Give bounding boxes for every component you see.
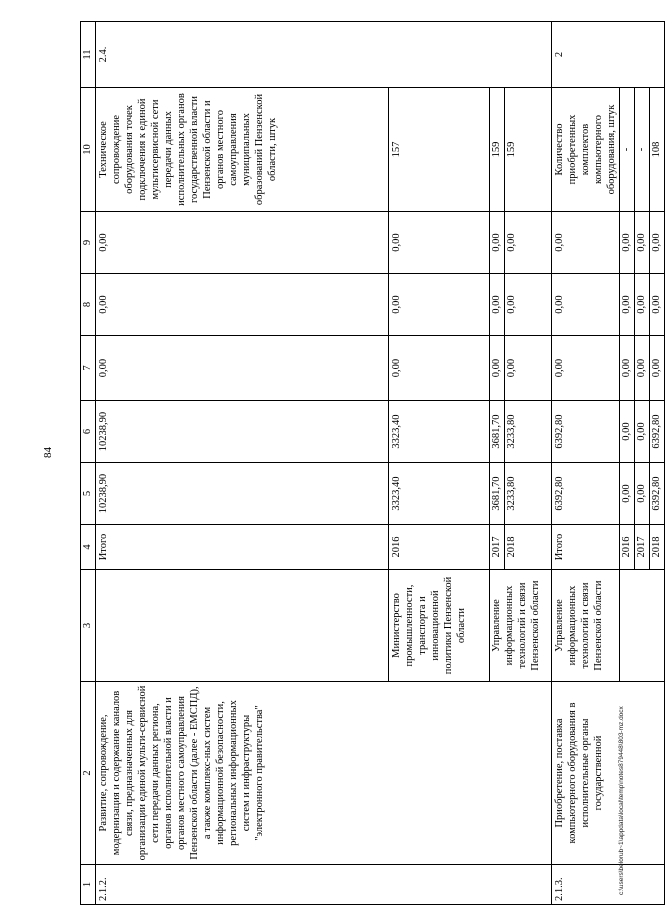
col-num-10: 10 — [81, 88, 96, 212]
other-sources: 0,00 — [490, 212, 505, 274]
year: 2017 — [635, 525, 650, 570]
col-num-4: 4 — [81, 525, 96, 570]
row-code: 2.1.2. — [96, 865, 552, 905]
federal-budget: 0,00 — [505, 336, 552, 401]
other-sources: 0,00 — [96, 212, 389, 274]
federal-budget: 0,00 — [490, 336, 505, 401]
column-number-row — [81, 22, 96, 905]
col-num-7: 7 — [81, 336, 96, 401]
other-sources: 0,00 — [505, 212, 552, 274]
federal-budget: 0,00 — [96, 336, 389, 401]
col-num-11: 11 — [81, 22, 96, 88]
total-amount: 0,00 — [635, 463, 650, 525]
year: 2017 — [490, 525, 505, 570]
row-code: 2.1.3. — [552, 865, 665, 905]
other-sources: 0,00 — [650, 212, 665, 274]
indicator-value: 159 — [505, 88, 552, 212]
indicator-name: Количество приобретенных комплектов компьютерного оборудования, штук — [552, 88, 620, 212]
period-label: Итого — [552, 525, 620, 570]
col-num-5: 5 — [81, 463, 96, 525]
col-num-3: 3 — [81, 570, 96, 682]
total-amount: 3681,70 — [490, 463, 505, 525]
local-budget: 0,00 — [505, 274, 552, 336]
activity-name: Развитие, сопровождение, модернизация и содержание каналов связи, предназначенных для организации единой мульти-сервисной сети передачи данных региона, органов исполнительной власти и органов местного самоуправления Пензенской области (далее - ЕМСПД), а также комплекс-ных систем информационной безопасности, региональных информационных систем и инфраструктуры "электронного правительства" — [96, 682, 552, 865]
indicator-value: - — [635, 88, 650, 212]
year: 2018 — [650, 525, 665, 570]
indicator-value: 108 — [650, 88, 665, 212]
col-num-8: 8 — [81, 274, 96, 336]
regional-budget: 10238,90 — [96, 401, 389, 463]
total-amount: 6392,80 — [650, 463, 665, 525]
col-num-1: 1 — [81, 865, 96, 905]
total-amount: 0,00 — [620, 463, 635, 525]
regional-budget: 3233,80 — [505, 401, 552, 463]
local-budget: 0,00 — [650, 274, 665, 336]
year: 2016 — [620, 525, 635, 570]
local-budget: 0,00 — [620, 274, 635, 336]
year: 2018 — [505, 525, 552, 570]
col-num-6: 6 — [81, 401, 96, 463]
federal-budget: 0,00 — [650, 336, 665, 401]
regional-budget: 6392,80 — [650, 401, 665, 463]
indicator-ref: 2 — [552, 22, 665, 88]
regional-budget: 0,00 — [635, 401, 650, 463]
total-amount: 6392,80 — [552, 463, 620, 525]
table-row — [96, 22, 389, 905]
local-budget: 0,00 — [552, 274, 620, 336]
indicator-value: - — [620, 88, 635, 212]
col-num-2: 2 — [81, 682, 96, 865]
total-amount: 3233,80 — [505, 463, 552, 525]
federal-budget: 0,00 — [620, 336, 635, 401]
federal-budget: 0,00 — [635, 336, 650, 401]
indicator-ref: 2.4. — [96, 22, 552, 88]
col-num-9: 9 — [81, 212, 96, 274]
other-sources: 0,00 — [389, 212, 490, 274]
executor-cell-empty — [620, 570, 665, 682]
year: 2016 — [389, 525, 490, 570]
file-path-footer: c:\users\belorub~1\appdata\local\temp\notes879448\803-mz.docx — [618, 706, 625, 895]
indicator-name: Техническое сопровождение оборудования точек подключения к единой мультисервисной сети передачи данных исполнительных органов государственной власти Пензенской области и органов местного самоуправления муниципальных образований Пензенской области, штук — [96, 88, 389, 212]
federal-budget: 0,00 — [389, 336, 490, 401]
total-amount: 3323,40 — [389, 463, 490, 525]
other-sources: 0,00 — [620, 212, 635, 274]
total-amount: 10238,90 — [96, 463, 389, 525]
executor-org: Управление информационных технологий и связи Пензенской области — [490, 570, 552, 682]
other-sources: 0,00 — [552, 212, 620, 274]
other-sources: 0,00 — [635, 212, 650, 274]
local-budget: 0,00 — [389, 274, 490, 336]
executor-cell-empty — [96, 570, 389, 682]
federal-budget: 0,00 — [552, 336, 620, 401]
executor-org: Управление информационных технологий и связи Пензенской области — [552, 570, 620, 682]
local-budget: 0,00 — [635, 274, 650, 336]
indicator-value: 159 — [490, 88, 505, 212]
local-budget: 0,00 — [490, 274, 505, 336]
local-budget: 0,00 — [96, 274, 389, 336]
indicator-value: 157 — [389, 88, 490, 212]
regional-budget: 3681,70 — [490, 401, 505, 463]
regional-budget: 3323,40 — [389, 401, 490, 463]
period-label: Итого — [96, 525, 389, 570]
table-row — [552, 22, 620, 905]
regional-budget: 0,00 — [620, 401, 635, 463]
program-table — [80, 21, 665, 905]
regional-budget: 6392,80 — [552, 401, 620, 463]
executor-org: Министерство промышленности, транспорта и инновационной политики Пензенской области — [389, 570, 490, 682]
activity-name: Приобретение, поставка компьютерного оборудования в исполнительные органы государственной — [552, 682, 665, 865]
page-number: 84 — [42, 447, 54, 458]
